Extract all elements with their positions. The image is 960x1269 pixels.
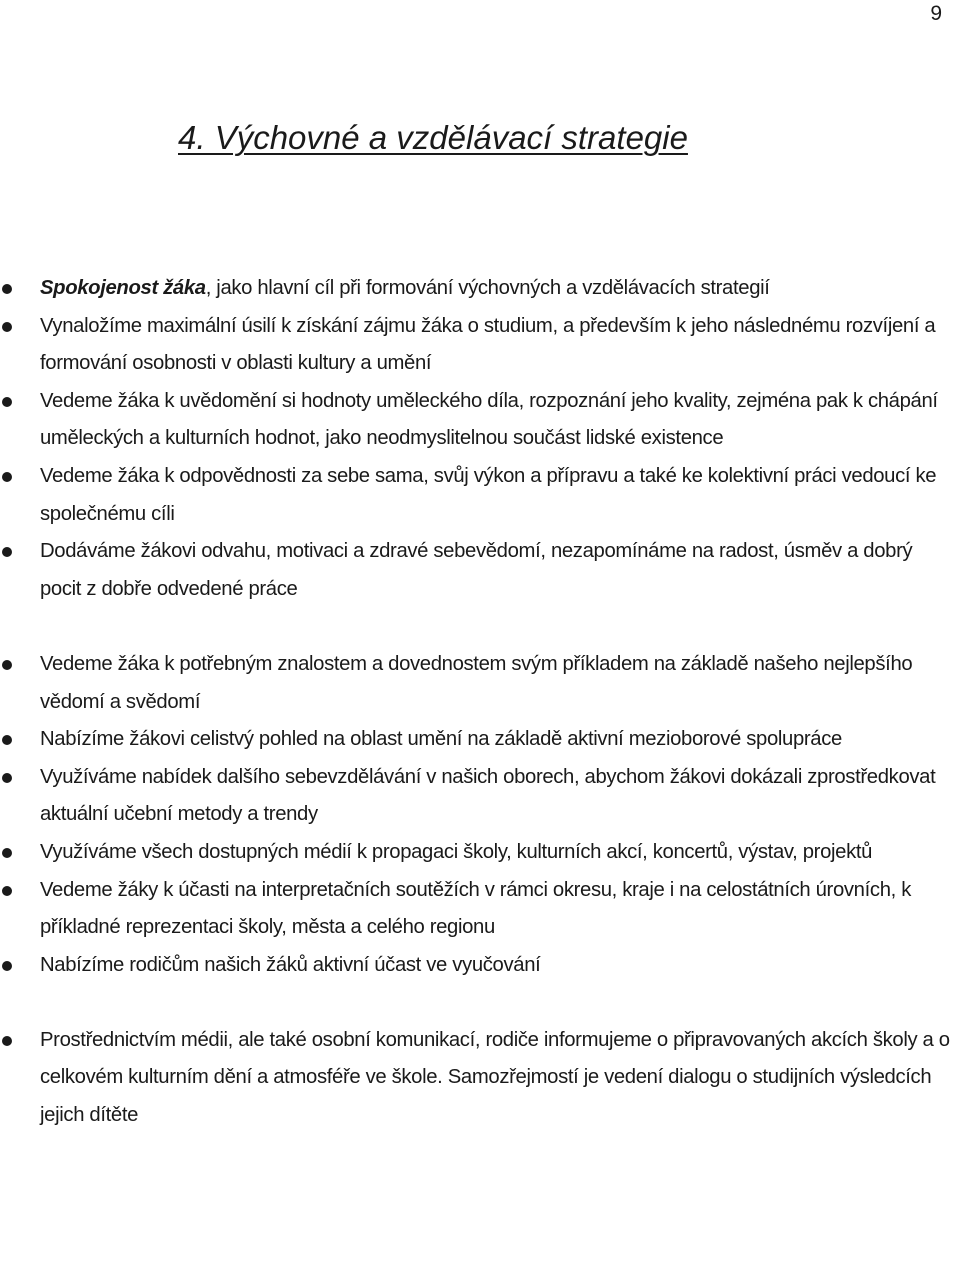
list-item-text: Nabízíme žákovi celistvý pohled na oblast umění na základě aktivní mezioborové spolupráce	[40, 728, 842, 751]
list-item-text: Vedeme žáka k potřebným znalostem a dovednostem svým příkladem na základě našeho nejlepšího vědomí a svědomí	[40, 652, 913, 713]
list-item	[0, 834, 960, 872]
list-item-text: Prostřednictvím médii, ale také osobní komunikací, rodiče informujeme o připravovaných akcích školy a o celkovém kulturním dění a atmosféře ve škole. Samozřejmostí je vedení dialogu o studijních výsledcích jejich dítěte	[40, 1028, 950, 1127]
list-item	[0, 1022, 960, 1135]
list-item-text: Vedeme žáky k účasti na interpretačních soutěžích v rámci okresu, kraje i na celostátních úrovních, k příkladné reprezentaci školy, města a celého regionu	[40, 878, 911, 939]
list-item-text: , jako hlavní cíl při formování výchovných a vzdělávacích strategií	[205, 277, 770, 299]
bullet-icon	[2, 848, 12, 858]
list-item-text: Vedeme žáka k uvědomění si hodnoty uměleckého díla, rozpoznání jeho kvality, zejména pak k chápání uměleckých a kulturních hodnot, jako neodmyslitelnou součást lidské existence	[40, 389, 938, 450]
list-item-text: Využíváme nabídek dalšího sebevzdělávání v našich oborech, abychom žákovi dokázali zprostředkovat aktuální učební metody a trendy	[40, 765, 936, 826]
list-item	[0, 533, 960, 608]
list-item	[0, 383, 960, 458]
list-item	[0, 759, 960, 834]
list-item	[0, 872, 960, 947]
bullet-icon	[2, 322, 12, 332]
list-item-text: Vedeme žáka k odpovědnosti za sebe sama, svůj výkon a přípravu a také ke kolektivní práci vedoucí ke společnému cíli	[40, 464, 937, 525]
bullet-icon	[2, 547, 12, 557]
bullet-icon	[2, 397, 12, 407]
page-number: 9	[930, 2, 942, 25]
bullet-icon	[2, 773, 12, 783]
list-item-text: Nabízíme rodičům našich žáků aktivní účast ve vyučování	[40, 953, 541, 976]
list-item	[0, 270, 960, 308]
list-item	[0, 646, 960, 721]
list-item	[0, 721, 960, 759]
list-item	[0, 947, 960, 985]
list-item-text: Vynaložíme maximální úsilí k získání zájmu žáka o studium, a především k jeho následnému rozvíjení a formování osobnosti v oblasti kultury a umění	[40, 314, 936, 375]
bullet-icon	[2, 961, 12, 971]
list-item-text: Dodáváme žákovi odvahu, motivaci a zdravé sebevědomí, nezapomínáme na radost, úsměv a dobrý pocit z dobře odvedené práce	[40, 540, 913, 600]
bullet-icon	[2, 735, 12, 745]
bullet-icon	[2, 886, 12, 896]
bullet-icon	[2, 284, 12, 294]
page-title: 4. Výchovné a vzdělávací strategie	[178, 119, 688, 156]
emphasized-lead: Spokojenost žáka	[40, 277, 206, 299]
bullet-icon	[2, 1036, 12, 1046]
list-item-text: Využíváme všech dostupných médií k propagaci školy, kulturních akcí, koncertů, výstav, projektů	[40, 840, 873, 863]
bullet-icon	[2, 660, 12, 670]
list-item	[0, 308, 960, 383]
bullet-icon	[2, 472, 12, 482]
list-item	[0, 458, 960, 533]
strategy-list	[0, 270, 960, 1135]
